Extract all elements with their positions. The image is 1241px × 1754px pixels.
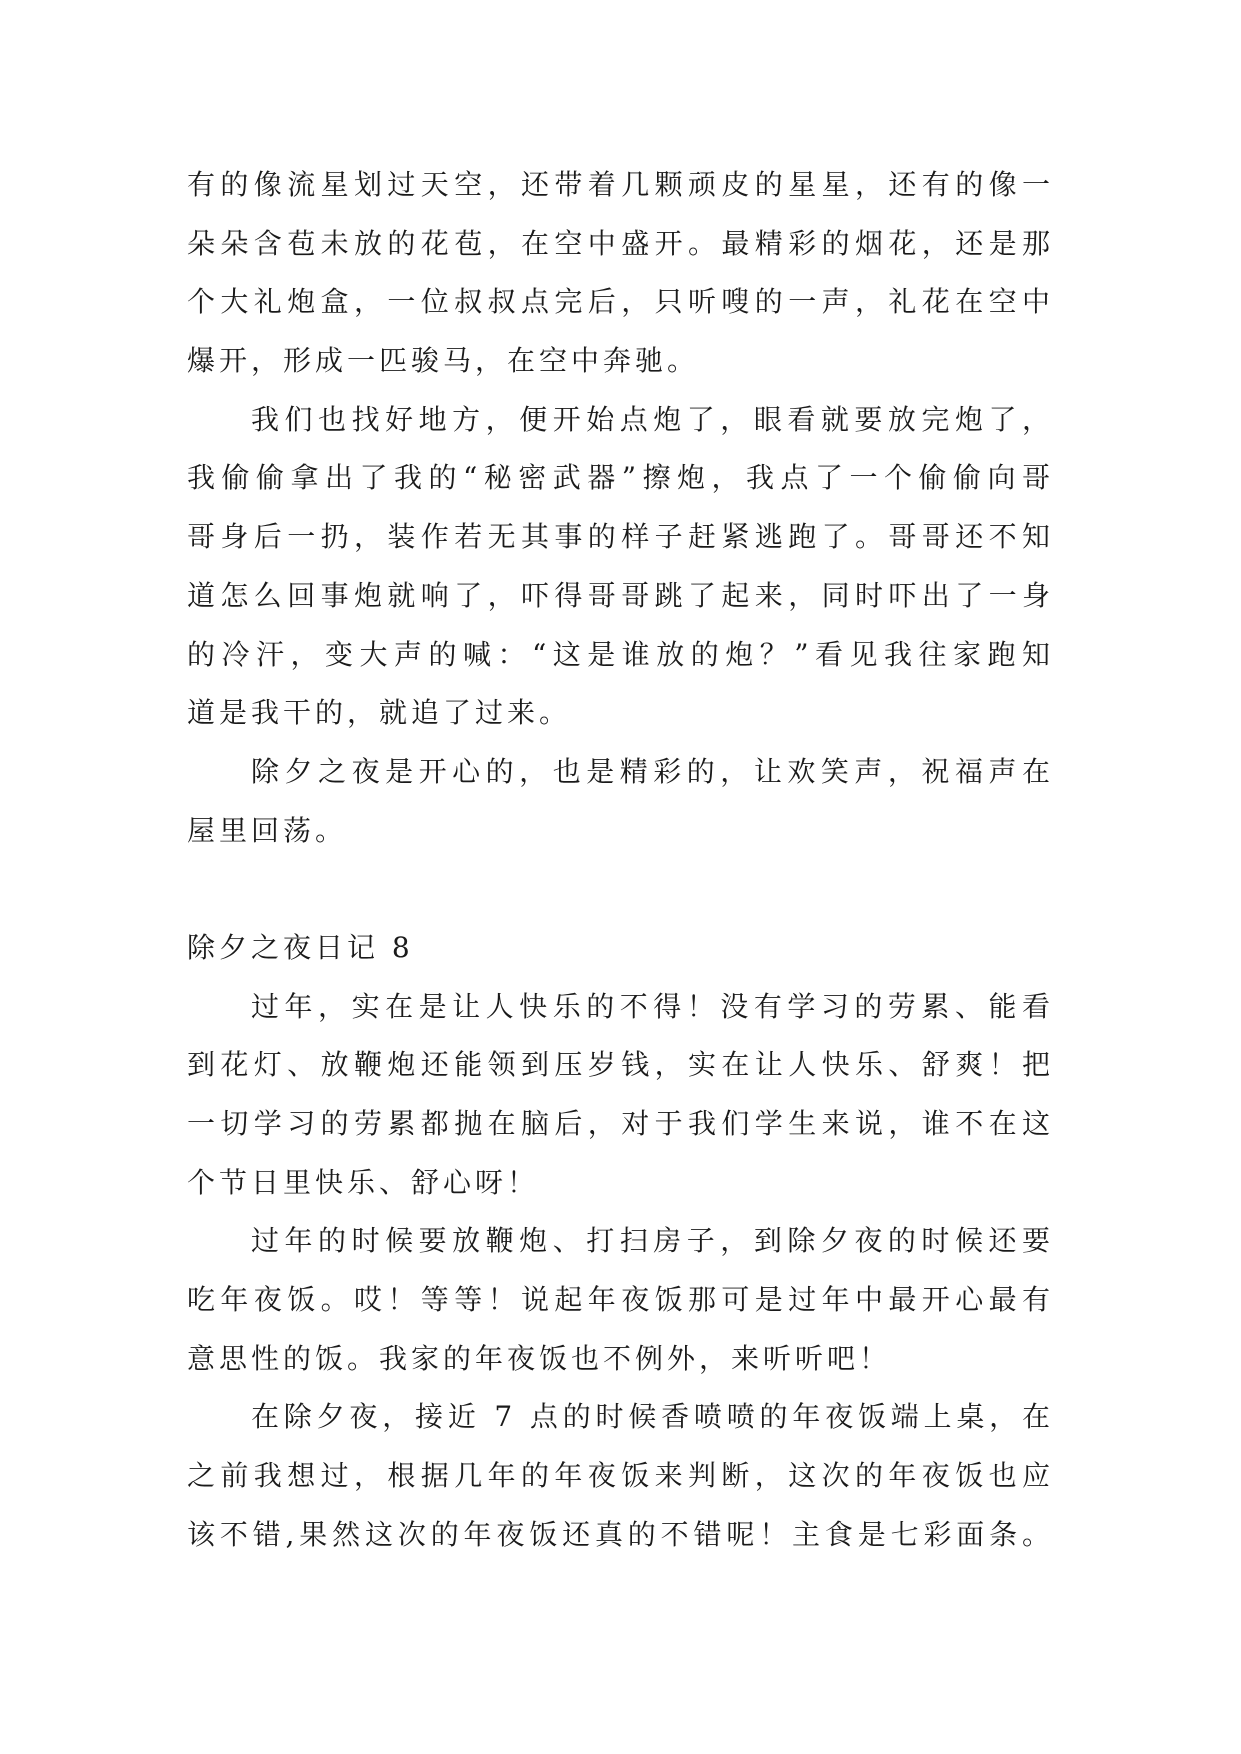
text-line: 过年的时候要放鞭炮、打扫房子，到除夕夜的时候还要: [251, 1224, 1054, 1258]
text-line: 道是我干的，就追了过来。: [187, 696, 572, 730]
text-line: 道怎么回事炮就响了，吓得哥哥跳了起来，同时吓出了一身: [187, 578, 1054, 612]
text-line: 吃年夜饭。哎！等等！说起年夜饭那可是过年中最开心最有: [187, 1283, 1054, 1317]
text-line: 屋里回荡。: [187, 813, 348, 847]
paragraph: [187, 1212, 1054, 1388]
text-line: 个大礼炮盒，一位叔叔点完后，只听嗖的一声，礼花在空中: [187, 285, 1054, 319]
paragraph: [187, 156, 1054, 391]
text-line: 一切学习的劳累都抛在脑后，对于我们学生来说，谁不在这: [187, 1107, 1054, 1140]
text-line: 过年，实在是让人快乐的不得！没有学习的劳累、能看: [251, 989, 1054, 1023]
paragraph: [187, 743, 1054, 860]
paragraph: [187, 978, 1054, 1213]
text-line: 个节日里快乐、舒心呀！: [187, 1165, 540, 1199]
text-line: 该不错,果然这次的年夜饭还真的不错呢！主食是七彩面条。: [187, 1517, 1054, 1551]
paragraph: [187, 391, 1054, 743]
section-heading: 除夕之夜日记 8: [187, 930, 414, 964]
text-line: 意思性的饭。我家的年夜饭也不例外，来听听吧！: [187, 1341, 892, 1375]
text-line: 爆开，形成一匹骏马，在空中奔驰。: [187, 344, 700, 378]
paragraph: [187, 1388, 1054, 1564]
text-line: 我偷偷拿出了我的“秘密武器”擦炮，我点了一个偷偷向哥: [187, 461, 1054, 495]
text-line: 到花灯、放鞭炮还能领到压岁钱，实在让人快乐、舒爽！把: [187, 1048, 1054, 1082]
text-line: 之前我想过，根据几年的年夜饭来判断，这次的年夜饭也应: [187, 1459, 1054, 1493]
text-line: 哥身后一扔，装作若无其事的样子赶紧逃跑了。哥哥还不知: [187, 520, 1054, 554]
text-line: 的冷汗，变大声的喊：“这是谁放的炮？”看见我往家跑知: [187, 637, 1054, 671]
text-line: 我们也找好地方，便开始点炮了，眼看就要放完炮了，: [251, 402, 1054, 436]
text-line: 朵朵含苞未放的花苞，在空中盛开。最精彩的烟花，还是那: [187, 226, 1054, 260]
text-line: 除夕之夜是开心的，也是精彩的，让欢笑声，祝福声在: [251, 754, 1054, 788]
document-body: [187, 156, 1054, 1565]
text-line: 有的像流星划过天空，还带着几颗顽皮的星星，还有的像一: [187, 168, 1054, 201]
blank-line: [187, 860, 1054, 919]
text-line: 在除夕夜，接近 7 点的时候香喷喷的年夜饭端上桌，在: [251, 1400, 1054, 1434]
